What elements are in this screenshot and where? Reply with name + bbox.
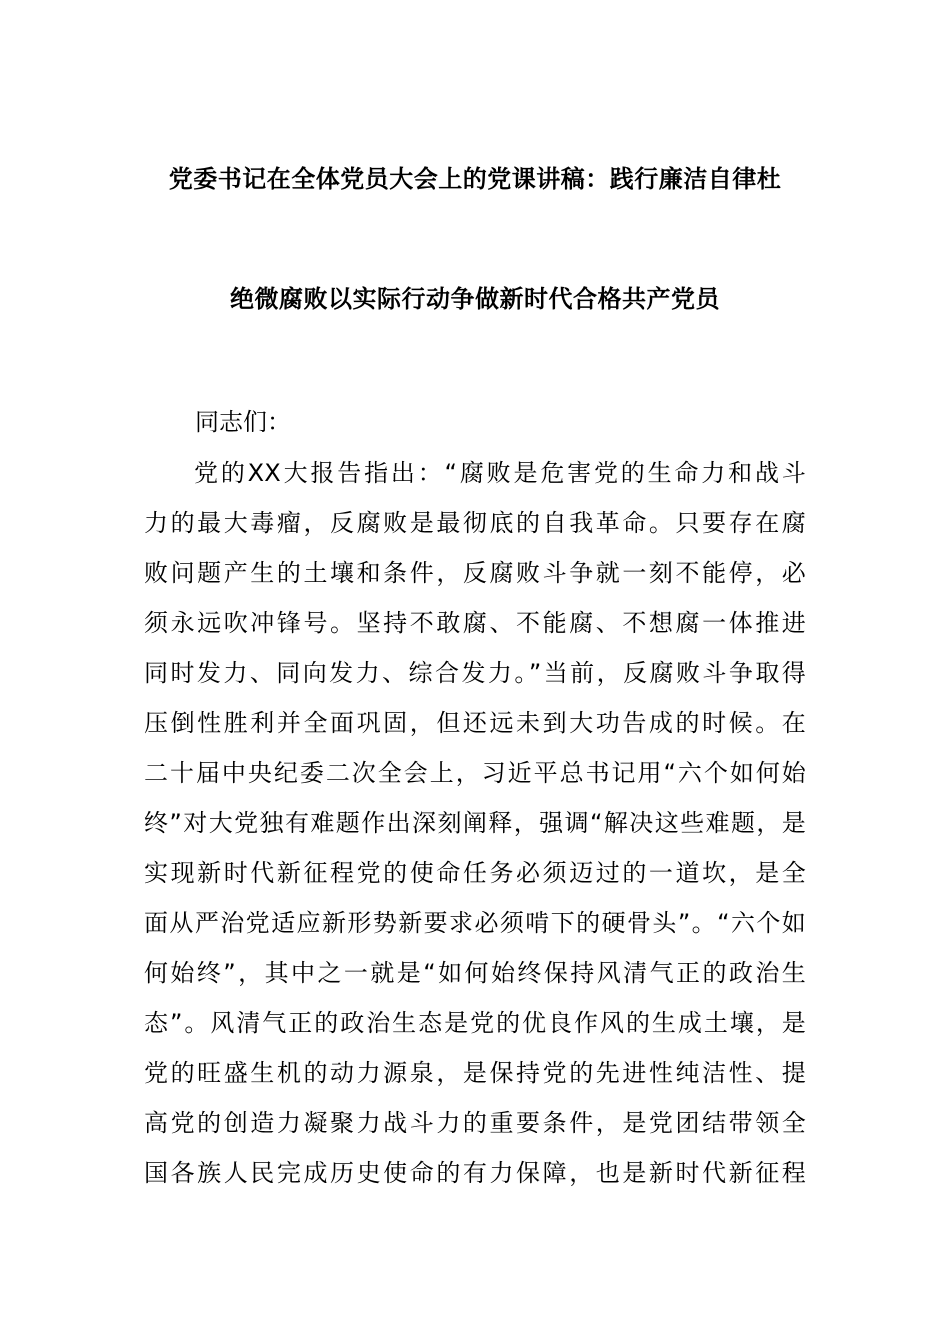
paragraph-line: 须永远吹冲锋号。坚持不敢腐、不能腐、不想腐一体推进 [144, 609, 806, 637]
paragraph-line: 何始终”，其中之一就是“如何始终保持风清气正的政治生 [144, 959, 806, 987]
paragraph-line: 终”对大党独有难题作出深刻阐释，强调“解决这些难题，是 [144, 809, 806, 837]
paragraph-line: 态”。风清气正的政治生态是党的优良作风的生成土壤，是 [144, 1009, 806, 1037]
salutation: 同志们： [195, 408, 291, 436]
paragraph-line: 面从严治党适应新形势新要求必须啃下的硬骨头”。“六个如 [144, 909, 806, 937]
paragraph-line: 党的XX大报告指出：“腐败是危害党的生命力和战斗 [194, 459, 806, 487]
document-title-line-2: 绝微腐败以实际行动争做新时代合格共产党员 [230, 285, 720, 313]
document-title-line-1: 党委书记在全体党员大会上的党课讲稿：践行廉洁自律杜 [168, 165, 782, 193]
paragraph-line: 败问题产生的土壤和条件，反腐败斗争就一刻不能停，必 [144, 559, 806, 587]
paragraph-line: 党的旺盛生机的动力源泉，是保持党的先进性纯洁性、提 [144, 1059, 806, 1087]
body-paragraph [144, 448, 806, 1198]
paragraph-line: 高党的创造力凝聚力战斗力的重要条件，是党团结带领全 [144, 1109, 806, 1137]
paragraph-line: 国各族人民完成历史使命的有力保障，也是新时代新征程 [144, 1159, 806, 1187]
paragraph-line: 实现新时代新征程党的使命任务必须迈过的一道坎，是全 [144, 859, 806, 887]
paragraph-line: 力的最大毒瘤，反腐败是最彻底的自我革命。只要存在腐 [144, 509, 806, 537]
paragraph-line: 二十届中央纪委二次全会上，习近平总书记用“六个如何始 [144, 759, 806, 787]
paragraph-line: 压倒性胜利并全面巩固，但还远未到大功告成的时候。在 [144, 709, 806, 737]
paragraph-line: 同时发力、同向发力、综合发力。”当前，反腐败斗争取得 [144, 659, 806, 687]
